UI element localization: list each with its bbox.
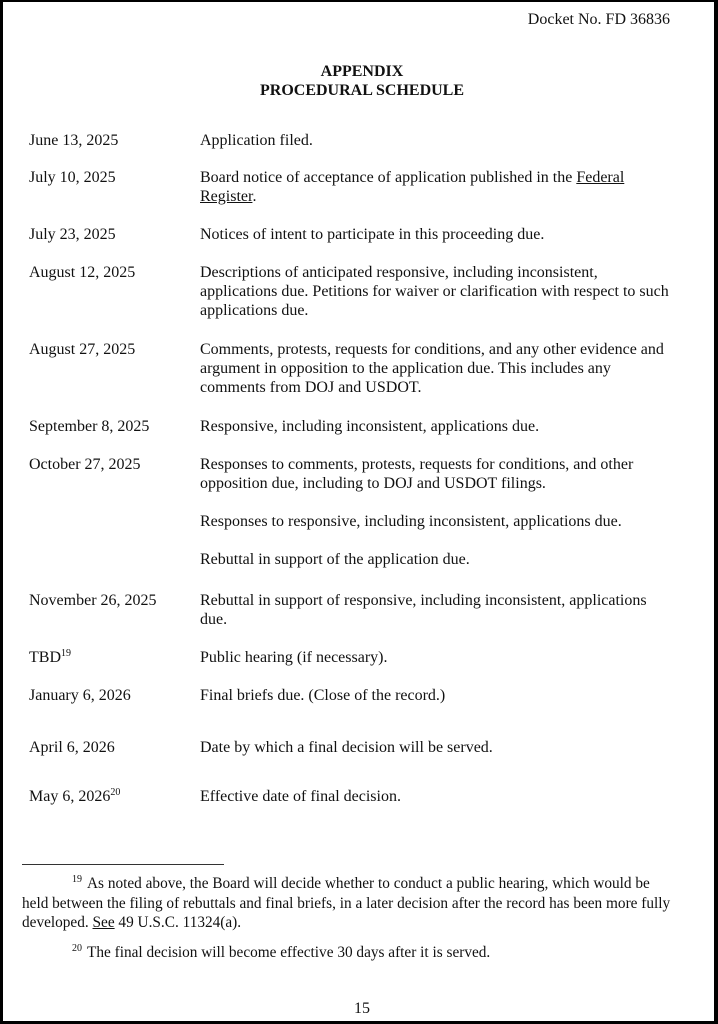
footnote-ref-20[interactable]: 20 <box>110 787 121 798</box>
schedule-date: July 10, 2025 <box>29 169 116 186</box>
schedule-date: June 13, 2025 <box>29 132 119 149</box>
see-signal: See <box>92 914 115 931</box>
schedule-entry: Descriptions of anticipated responsive, including inconsistent, applications due. Petitions for waiver or clarification with respect to such applications due. <box>200 264 669 319</box>
footnote-separator <box>22 864 224 865</box>
schedule-date: October 27, 2025 <box>29 456 141 473</box>
footnote-ref-19[interactable]: 19 <box>61 648 71 659</box>
schedule-description <box>200 455 675 569</box>
footnote-number: 19 <box>72 874 82 885</box>
page-number: 15 <box>354 1000 370 1017</box>
schedule-entry: Comments, protests, requests for conditions, and any other evidence and argument in opposition to the application due. This includes any comments from DOJ and USDOT. <box>200 341 664 396</box>
schedule-entry: Responses to responsive, including inconsistent, applications due. <box>200 513 622 530</box>
schedule-entry: Final briefs due. (Close of the record.) <box>200 687 446 704</box>
schedule-entry: Responses to comments, protests, requests for conditions, and other opposition due, including to DOJ and USDOT filings. <box>200 456 634 492</box>
schedule-description <box>200 738 675 757</box>
schedule-description <box>200 263 675 320</box>
federal-register-citation: Federal Register <box>200 169 625 205</box>
schedule-entry: Date by which a final decision will be served. <box>200 739 493 756</box>
page-title <box>3 62 718 100</box>
entry-text: Board notice of acceptance of application published in the <box>200 169 577 186</box>
schedule-description <box>200 225 675 244</box>
schedule-entry: Public hearing (if necessary). <box>200 649 388 666</box>
schedule-date: August 27, 2025 <box>29 341 136 358</box>
schedule-entry: Responsive, including inconsistent, applications due. <box>200 418 540 435</box>
schedule-description <box>200 168 675 206</box>
schedule-entry <box>200 168 675 206</box>
date-text: May 6, 2026 <box>29 788 111 805</box>
schedule-description <box>200 131 675 150</box>
schedule-entry: Rebuttal in support of the application due. <box>200 551 470 568</box>
schedule-description <box>200 787 675 806</box>
schedule-date: July 23, 2025 <box>29 226 116 243</box>
docket-number: Docket No. FD 36836 <box>527 11 670 28</box>
title-procedural-schedule: PROCEDURAL SCHEDULE <box>259 82 465 99</box>
footnote-citation: 49 U.S.C. 11324(a). <box>114 914 242 931</box>
footnote-text: As noted above, the Board will decide whether to conduct a public hearing, which would be held between the filing of rebuttals and final briefs, in a later decision after the record has been more fully developed. <box>22 875 671 931</box>
schedule-description <box>200 417 675 436</box>
schedule-entry: Rebuttal in support of responsive, including inconsistent, applications due. <box>200 592 647 628</box>
schedule-description <box>200 686 675 705</box>
schedule-date <box>29 787 199 806</box>
footnote-19 <box>22 874 672 933</box>
schedule-date: January 6, 2026 <box>29 687 131 704</box>
schedule-date <box>29 648 199 667</box>
schedule-date: November 26, 2025 <box>29 592 157 609</box>
footnote-number: 20 <box>72 942 82 954</box>
schedule-entry: Effective date of final decision. <box>200 788 401 805</box>
schedule-description <box>200 648 675 667</box>
footnote-text: The final decision will become effective 30 days after it is served. <box>87 943 491 961</box>
footnotes <box>22 874 672 972</box>
schedule-description <box>200 340 675 397</box>
title-appendix: APPENDIX <box>320 63 404 80</box>
schedule-entry: Application filed. <box>200 132 313 149</box>
schedule-date: September 8, 2025 <box>29 418 150 435</box>
schedule-entry: Notices of intent to participate in this proceeding due. <box>200 226 545 243</box>
date-text: TBD <box>29 649 61 666</box>
footnote-20 <box>22 943 672 963</box>
schedule-date: April 6, 2026 <box>29 739 115 756</box>
schedule-date: August 12, 2025 <box>29 264 136 281</box>
schedule-description <box>200 591 675 629</box>
entry-text: . <box>252 188 257 205</box>
